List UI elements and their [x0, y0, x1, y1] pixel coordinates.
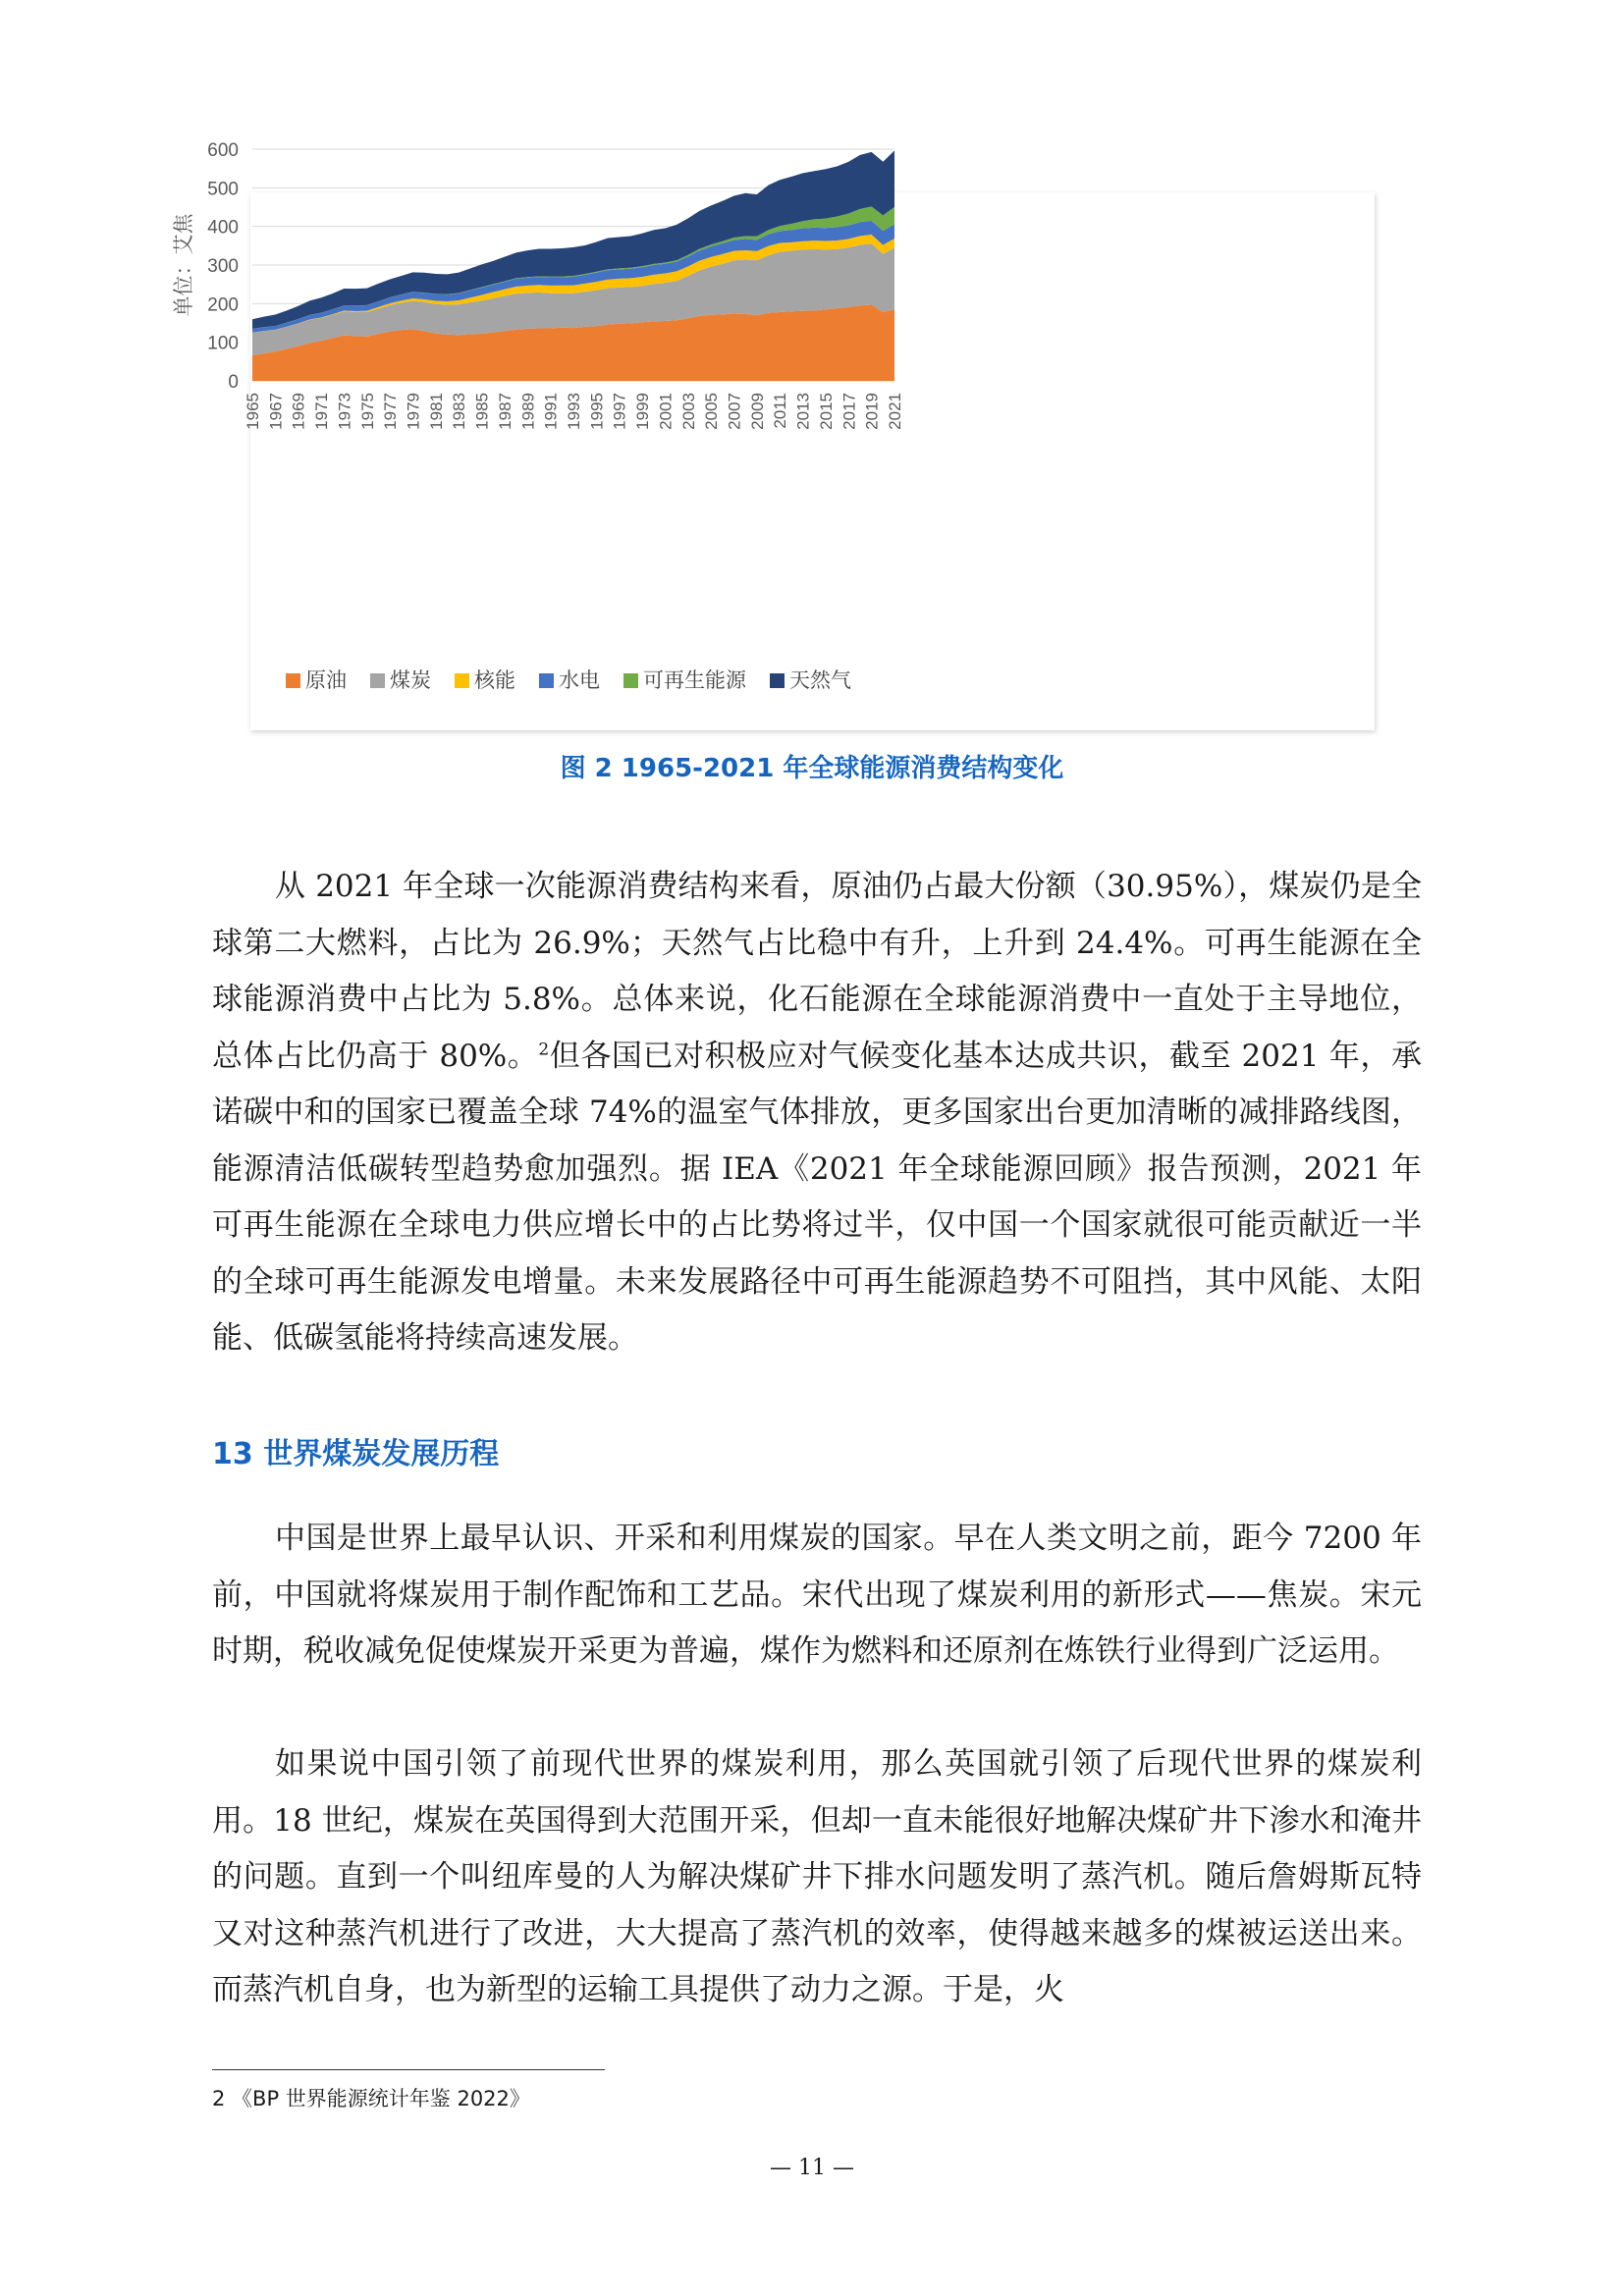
x-tick-label: 1995 [587, 393, 607, 430]
x-tick-label: 1987 [495, 393, 514, 430]
y-tick-label: 500 [207, 179, 239, 200]
x-tick-label: 2019 [862, 393, 882, 430]
x-tick-label: 1993 [565, 393, 583, 430]
paragraph-2 [212, 1511, 1422, 1681]
y-tick-label: 600 [207, 140, 239, 161]
footnote: 2 《BP 世界能源统计年鉴 2022》 [212, 2087, 530, 2110]
x-tick-label: 1991 [541, 393, 561, 430]
legend-swatch [623, 673, 638, 688]
paragraph-3 [212, 1736, 1422, 2019]
footnote-ref[interactable]: 2 [538, 1040, 550, 1060]
y-tick-label: 400 [207, 217, 239, 239]
x-tick-label: 1985 [472, 393, 492, 430]
legend-swatch [286, 673, 300, 688]
x-tick-label: 2017 [839, 393, 859, 430]
x-tick-label: 2013 [793, 393, 813, 430]
legend-swatch [455, 673, 469, 688]
legend-label: 天然气 [789, 668, 851, 692]
x-tick-label: 1969 [289, 393, 308, 430]
x-tick-label: 1967 [266, 393, 286, 430]
footnote-divider [212, 2069, 605, 2070]
x-tick-label: 1997 [610, 393, 629, 430]
x-tick-label: 1975 [357, 393, 377, 430]
y-tick-label: 300 [207, 256, 239, 277]
x-tick-label: 2015 [816, 393, 836, 430]
legend-swatch [770, 673, 785, 688]
x-tick-label: 1983 [450, 393, 469, 430]
legend-label: 原油 [305, 668, 347, 692]
y-axis-title: 单位：艾焦 [172, 213, 195, 317]
paragraph-2-text: 中国是世界上最早认识、开采和利用煤炭的国家。早在人类文明之前，距今 7200 年前，中国就将煤炭用于制作配饰和工艺品。宋代出现了煤炭利用的新形式——焦炭。宋元时期，税收减免促使煤炭开采更为普遍，煤作为燃料和还原剂在炼铁行业得到广泛运用。 [212, 1521, 1422, 1669]
x-tick-label: 2011 [771, 393, 790, 429]
x-tick-label: 1999 [633, 393, 653, 430]
x-tick-label: 2021 [886, 393, 904, 430]
x-tick-label: 2003 [678, 393, 698, 430]
energy-consumption-chart [172, 140, 1375, 730]
x-tick-label: 1965 [244, 393, 262, 430]
paragraph-1 [212, 859, 1422, 1367]
x-tick-label: 1981 [426, 393, 446, 430]
legend-label: 水电 [559, 668, 600, 692]
stacked-area-chart [172, 140, 1375, 730]
legend-label: 煤炭 [390, 668, 431, 692]
paragraph-1-text: 从 2021 年全球一次能源消费结构来看，原油仍占最大份额（30.95%），煤炭仍是全球第二大燃料，占比为 26.9%；天然气占比稳中有升，上升到 24.4%。可再生能源在全球能源消费中占比为 5.8%。总体来说，化石能源在全球能源消费中一直处于主导地位，总体占比仍高于 80%。 [212, 869, 1422, 1074]
paragraph-3-text: 如果说中国引领了前现代世界的煤炭利用，那么英国就引领了后现代世界的煤炭利用。18 世纪，煤炭在英国得到大范围开采，但却一直未能很好地解决煤矿井下渗水和淹井的问题。直到一个叫纽库曼的人为解决煤矿井下排水问题发明了蒸汽机。随后詹姆斯瓦特又对这种蒸汽机进行了改进，大大提高了蒸汽机的效率，使得越来越多的煤被运送出来。而蒸汽机自身，也为新型的运输工具提供了动力之源。于是，火 [212, 1746, 1422, 2007]
y-tick-label: 0 [228, 372, 239, 393]
x-tick-label: 1971 [312, 393, 332, 430]
legend-swatch [370, 673, 385, 688]
x-tick-label: 2007 [725, 393, 744, 430]
x-tick-label: 2009 [747, 393, 767, 430]
legend-swatch [539, 673, 554, 688]
y-tick-label: 100 [207, 333, 239, 354]
x-tick-label: 1979 [404, 393, 423, 430]
x-tick-label: 1989 [518, 393, 538, 430]
legend-label: 核能 [474, 668, 515, 692]
paragraph-1-text-cont: 但各国已对积极应对气候变化基本达成共识，截至 2021 年，承诺碳中和的国家已覆盖全球 74%的温室气体排放，更多国家出台更加清晰的减排路线图，能源清洁低碳转型趋势愈加强烈。据 IEA《2021 年全球能源回顾》报告预测，2021 年可再生能源在全球电力供应增长中的占比势将过半，仅中国一个国家就很可能贡献近一半的全球可再生能源发电增量。未来发展路径中可再生能源趋势不可阻挡，其中风能、太阳能、低碳氢能将持续高速发展。 [212, 1038, 1422, 1356]
x-tick-label: 1973 [335, 393, 354, 430]
y-tick-label: 200 [207, 294, 239, 316]
x-tick-label: 2001 [656, 393, 676, 430]
page-number: — 11 — [770, 2156, 854, 2180]
x-tick-label: 2005 [702, 393, 722, 430]
x-tick-label: 1977 [381, 393, 401, 430]
figure-caption: 图 2 1965-2021 年全球能源消费结构变化 [560, 754, 1064, 783]
section-heading: 13 世界煤炭发展历程 [212, 1437, 500, 1471]
legend-label: 可再生能源 [643, 668, 746, 692]
